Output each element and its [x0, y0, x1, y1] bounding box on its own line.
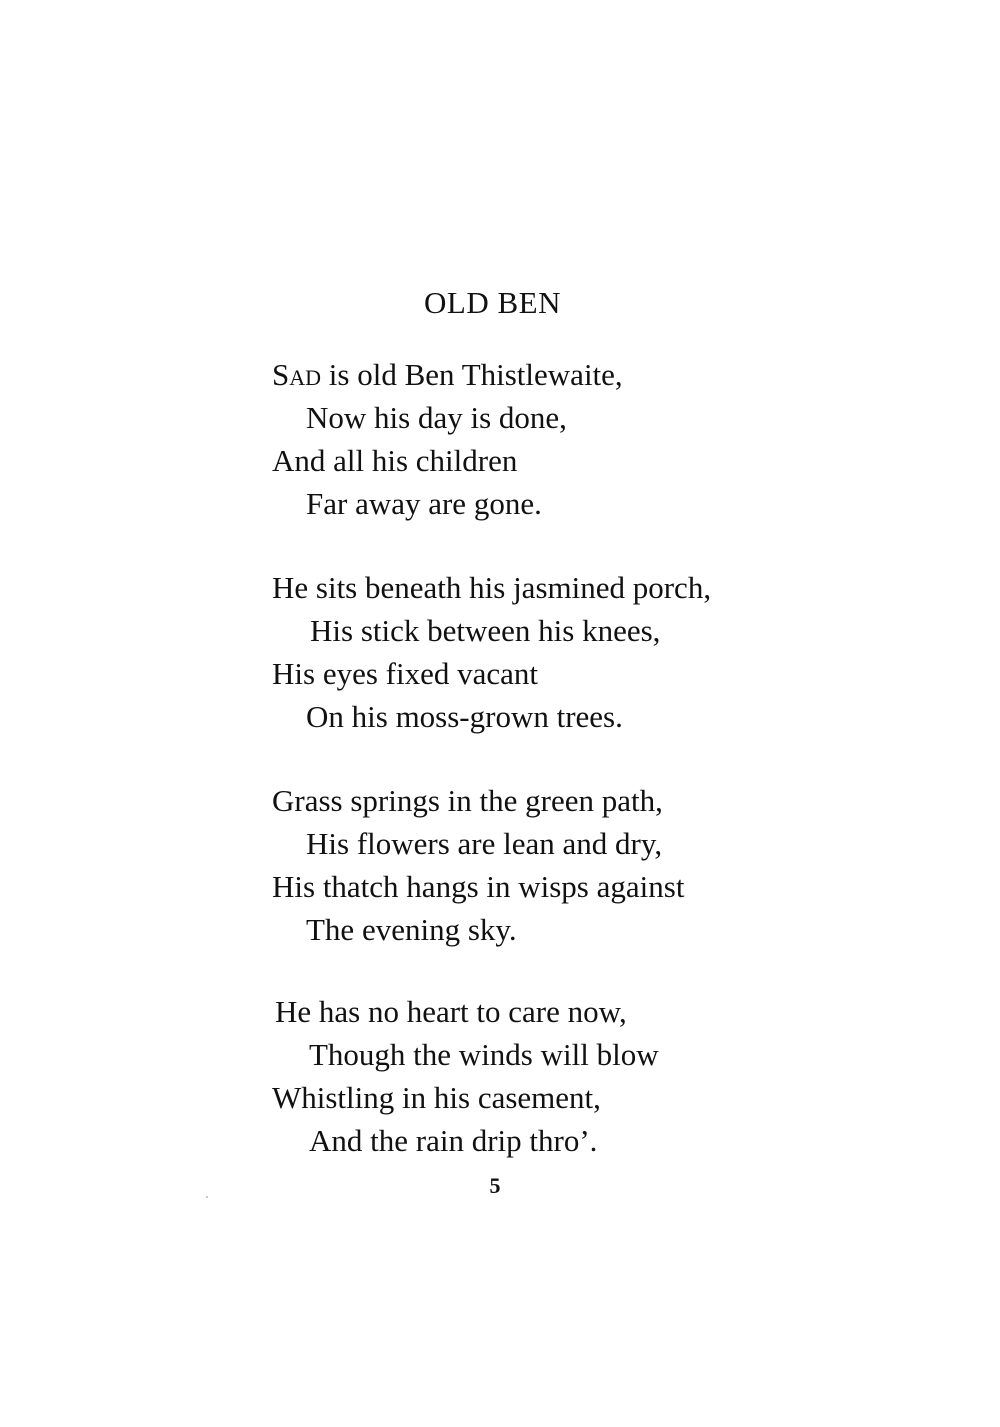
drop-word: Sad: [272, 357, 322, 392]
poem-line: He sits beneath his jasmined porch,: [272, 570, 712, 605]
poem-line: Now his day is done,: [306, 400, 567, 435]
poem-line: Far away are gone.: [306, 486, 542, 521]
poem-line: [272, 353, 623, 396]
poem-line: His stick between his knees,: [310, 613, 661, 648]
stanza-2: [272, 566, 711, 738]
poem-line: Grass springs in the green path,: [272, 783, 663, 818]
poem-title: OLD BEN: [424, 285, 561, 320]
poem-line: On his moss-grown trees.: [306, 699, 623, 734]
poem-line: He has no heart to care now,: [275, 994, 627, 1029]
poem-line: His eyes fixed vacant: [272, 656, 538, 691]
poem-line: His flowers are lean and dry,: [306, 826, 663, 861]
poem-line: The evening sky.: [306, 912, 517, 947]
poem-line: And all his children: [272, 443, 518, 478]
stanza-3: [272, 779, 684, 951]
page-number: 5: [489, 1173, 501, 1198]
poem-line: His thatch hangs in wisps against: [272, 869, 685, 904]
poem-line: And the rain drip thro’.: [309, 1123, 598, 1158]
scan-speck: [206, 1196, 208, 1198]
stanza-4: [272, 990, 659, 1162]
stanza-1: [272, 353, 623, 525]
line-text: is old Ben Thistlewaite,: [321, 357, 623, 392]
poem-line: Though the winds will blow: [309, 1037, 659, 1072]
poem-line: Whistling in his casement,: [272, 1080, 601, 1115]
